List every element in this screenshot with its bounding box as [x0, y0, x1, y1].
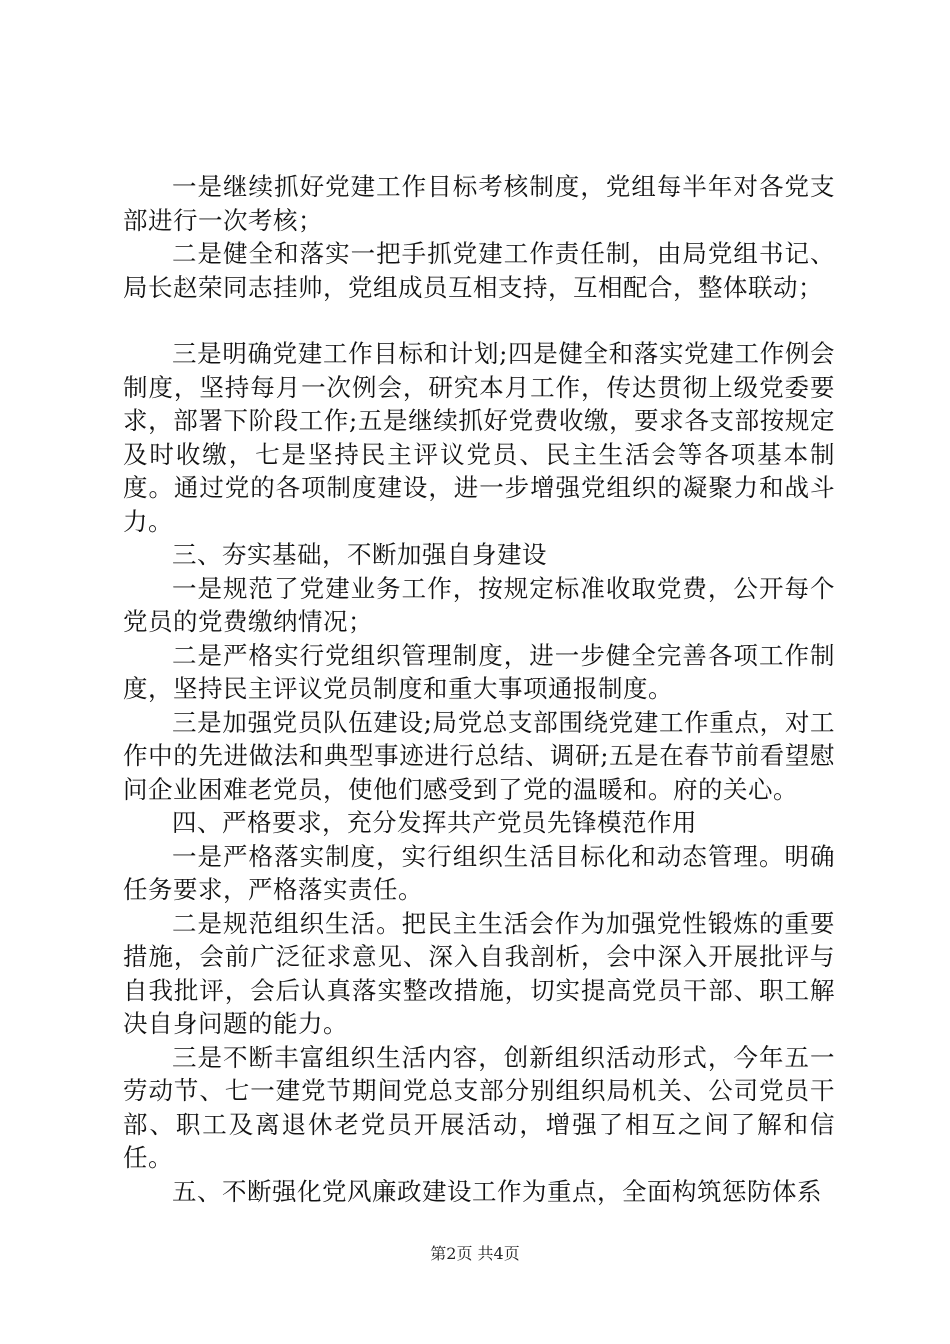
paragraph-2: 二是健全和落实一把手抓党建工作责任制，由局党组书记、局长赵荣同志挂帅，党组成员互相支持，互相配合，整体联动；: [123, 239, 835, 302]
paragraph-5: 一是规范了党建业务工作，按规定标准收取党费，公开每个党员的党费缴纳情况；: [123, 573, 835, 636]
paragraph-7: 三是加强党员队伍建设;局党总支部围绕党建工作重点，对工作中的先进做法和典型事迹进行总结、调研;五是在春节前看望慰问企业困难老党员，使他们感受到了党的温暖和。府的关心。: [123, 707, 835, 804]
section-heading-4: 四、严格要求，充分发挥共产党员先锋模范作用: [172, 808, 697, 837]
page-number-footer: 第2页 共4页: [430, 1244, 520, 1263]
paragraph-1: 一是继续抓好党建工作目标考核制度，党组每半年对各党支部进行一次考核；: [123, 172, 835, 235]
paragraph-6: 二是严格实行党组织管理制度，进一步健全完善各项工作制度，坚持民主评议党员制度和重大事项通报制度。: [123, 640, 835, 703]
paragraph-3: 三是明确党建工作目标和计划;四是健全和落实党建工作例会制度，坚持每月一次例会，研究本月工作，传达贯彻上级党委要求，部署下阶段工作;五是继续抓好党费收缴，要求各支部按规定及时收缴，七是坚持民主评议党员、民主生活会等各项基本制度。通过党的各项制度建设，进一步增强党组织的凝聚力和战斗力。: [123, 339, 835, 536]
section-heading-5: 五、不断强化党风廉政建设工作为重点，全面构筑惩防体系: [172, 1176, 822, 1206]
paragraph-9: 一是严格落实制度，实行组织生活目标化和动态管理。明确任务要求，严格落实责任。: [123, 841, 835, 904]
section-heading-3: 三、夯实基础，不断加强自身建设: [172, 540, 547, 569]
paragraph-10: 二是规范组织生活。把民主生活会作为加强党性锻炼的重要措施，会前广泛征求意见、深入自我剖析，会中深入开展批评与自我批评，会后认真落实整改措施，切实提高党员干部、职工解决自身问题的能力。: [123, 908, 835, 1038]
paragraph-11: 三是不断丰富组织生活内容，创新组织活动形式，今年五一劳动节、七一建党节期间党总支部分别组织局机关、公司党员干部、职工及离退休老党员开展活动，增强了相互之间了解和信任。: [123, 1042, 835, 1172]
document-body: [123, 170, 835, 1208]
